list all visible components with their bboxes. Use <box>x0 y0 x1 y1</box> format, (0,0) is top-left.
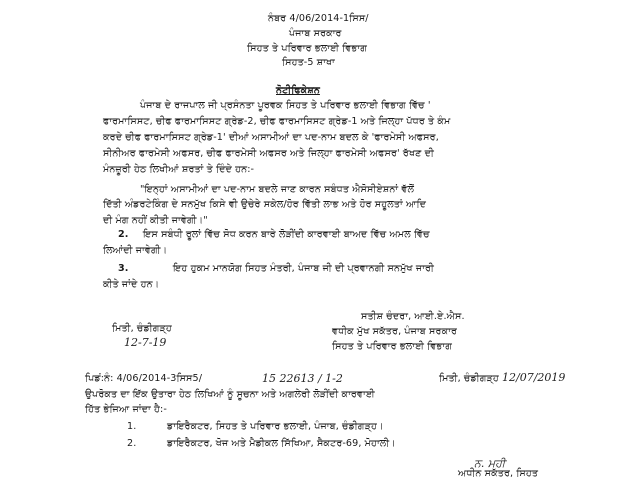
government-name: ਪੰਜਾਬ ਸਰਕਾਰ <box>289 28 342 39</box>
recipient-number: 1. <box>127 421 137 432</box>
condition-line: "ਇਨ੍ਹਾਂ ਅਸਾਮੀਆਂ ਦਾ ਪਦ-ਨਾਮ ਬਦਲੇ ਜਾਣ ਕਾਰਨ ਸਬੰਧਤ ਐਸੋਸੀਏਸ਼ਨਾਂ ਵੱਲੋਂ <box>140 184 415 195</box>
department-name: ਸਿਹਤ ਤੇ ਪਰਿਵਾਰ ਭਲਾਈ ਵਿਭਾਗ <box>247 43 367 54</box>
para1-line: ਸੀਨੀਅਰ ਫਾਰਮੇਸੀ ਅਫਸਰ, ਚੀਫ ਫਾਰਮੇਸੀ ਅਫਸਰ ਅਤੇ ਜਿਲ੍ਹਾ ਫਾਰਮੇਸੀ ਅਫਸਰ' ਰੱਖਣ ਦੀ <box>103 148 434 159</box>
endorsement-date-label: ਮਿਤੀ, ਚੰਡੀਗੜ੍ਹ <box>439 373 499 384</box>
handwritten-endorsement-number: 15 22613 / 1-2 <box>262 372 343 385</box>
handwritten-date: 12-7-19 <box>124 336 167 349</box>
item-number: 3. <box>118 263 129 274</box>
handwritten-endorsement-date: 12/07/2019 <box>502 371 566 384</box>
recipient-number: 2. <box>127 438 137 449</box>
date-label: ਮਿਤੀ, ਚੰਡੀਗੜ੍ਹ <box>112 323 172 334</box>
condition-line: ਦਿੱਤੀ ਅੰਡਰਟੇਕਿੰਗ ਦੇ ਸਨਮੁੱਖ ਕਿਸੇ ਵੀ ਉਚੇਰੇ ਸਕੇਲ/ਹੋਰ ਵਿੱਤੀ ਲਾਭ ਅਤੇ ਹੋਰ ਸਹੂਲਤਾਂ ਆਦਿ <box>103 199 427 210</box>
item2-line: ਇਸ ਸਬੰਧੀ ਰੂਲਾਂ ਵਿੱਚ ਸੋਧ ਕਰਨ ਬਾਰੇ ਲੋੜੀਂਦੀ ਕਾਰਵਾਈ ਬਾਅਦ ਵਿੱਚ ਅਮਲ ਵਿੱਚ <box>143 229 430 240</box>
recipient-text: ਡਾਇਰੈਕਟਰ, ਸਿਹਤ ਤੇ ਪਰਿਵਾਰ ਭਲਾਈ, ਪੰਜਾਬ, ਚੰਡੀਗੜ੍ਹ। <box>167 421 384 432</box>
para1-line: ਫਾਰਮਾਸਿਸਟ, ਚੀਫ ਫਾਰਮਾਸਿਸਟ ਗ੍ਰੇਡ-2, ਚੀਫ ਫਾਰਮਾਸਿਸਟ ਗ੍ਰੇਡ-1 ਅਤੇ ਜਿਲ੍ਹਾ ਪੱਧਰ ਤੇ ਕੰਮ <box>103 116 451 127</box>
footer-designation: ਅਧੀਨ ਸਕੱਤਰ, ਸਿਹਤ <box>458 468 539 479</box>
item3-line: ਇਹ ਹੁਕਮ ਮਾਨਯੋਗ ਸਿਹਤ ਮੰਤਰੀ, ਪੰਜਾਬ ਜੀ ਦੀ ਪ੍ਰਵਾਨਗੀ ਸਨਮੁੱਖ ਜਾਰੀ <box>173 263 434 274</box>
item2-line: ਲਿਆਂਦੀ ਜਾਵੇਗੀ। <box>103 245 168 256</box>
reference-number: ਨੰਬਰ 4/06/2014-1ਸਿਸ/ <box>268 13 369 24</box>
para1-line: ਕਰਦੇ ਚੀਫ ਫਾਰਮਾਸਿਸਟ ਗ੍ਰੇਡ-1' ਦੀਆਂ ਅਸਾਮੀਆਂ ਦਾ ਪਦ-ਨਾਮ ਬਦਲ ਕੇ 'ਫਾਰਮੇਸੀ ਅਫਸਰ, <box>103 132 439 143</box>
recipient-text: ਡਾਇਰੈਕਟਰ, ਖੋਜ ਅਤੇ ਮੈਡੀਕਲ ਸਿੱਖਿਆ, ਸੈਕਟਰ-69, ਮੋਹਾਲੀ। <box>167 438 396 449</box>
document-title: ਨੋਟੀਫਿਕੇਸ਼ਨ <box>276 85 320 96</box>
endorsement-intro-line: ਹਿੱਤ ਭੇਜਿਆ ਜਾਂਦਾ ਹੈ:- <box>85 404 167 415</box>
item-number: 2. <box>118 229 129 240</box>
signatory-department: ਸਿਹਤ ਤੇ ਪਰਿਵਾਰ ਭਲਾਈ ਵਿਭਾਗ <box>332 341 452 352</box>
handwritten-signature: ਨ. ਮਹੀ <box>474 457 506 470</box>
signatory-designation: ਵਧੀਕ ਮੁੱਖ ਸਕੱਤਰ, ਪੰਜਾਬ ਸਰਕਾਰ <box>332 326 457 337</box>
branch-name: ਸਿਹਤ-5 ਸ਼ਾਖਾ <box>282 57 335 68</box>
condition-line: ਦੀ ਮੰਗ ਨਹੀਂ ਕੀਤੀ ਜਾਵੇਗੀ।" <box>103 215 208 226</box>
endorsement-intro-line: ਉਪਰੋਕਤ ਦਾ ਇੱਕ ਉਤਾਰਾ ਹੇਠ ਲਿਖਿਆਂ ਨੂੰ ਸੂਚਨਾ ਅਤੇ ਅਗਲੇਰੀ ਲੋੜੀਂਦੀ ਕਾਰਵਾਈ <box>85 389 375 400</box>
para1-line: ਪੰਜਾਬ ਦੇ ਰਾਜਪਾਲ ਜੀ ਪ੍ਰਸੰਨਤਾ ਪੂਰਵਕ ਸਿਹਤ ਤੇ ਪਰਿਵਾਰ ਭਲਾਈ ਵਿਭਾਗ ਵਿੱਚ ' <box>140 100 431 111</box>
endorsement-number-label: ਪਿਡਂ:ਨੰ: 4/06/2014-3ਸਿਸ5/ <box>85 373 203 384</box>
item3-line: ਕੀਤੇ ਜਾਂਦੇ ਹਨ। <box>103 279 160 290</box>
signatory-name: ਸਤੀਸ਼ ਚੰਦਰਾ, ਆਈ.ਏ.ਐਸ. <box>361 311 465 322</box>
para1-line: ਮੰਨਜ਼ੂਰੀ ਹੇਠ ਲਿਖੀਆਂ ਸ਼ਰਤਾਂ ਤੇ ਦਿੰਦੇ ਹਨ:- <box>103 164 255 175</box>
